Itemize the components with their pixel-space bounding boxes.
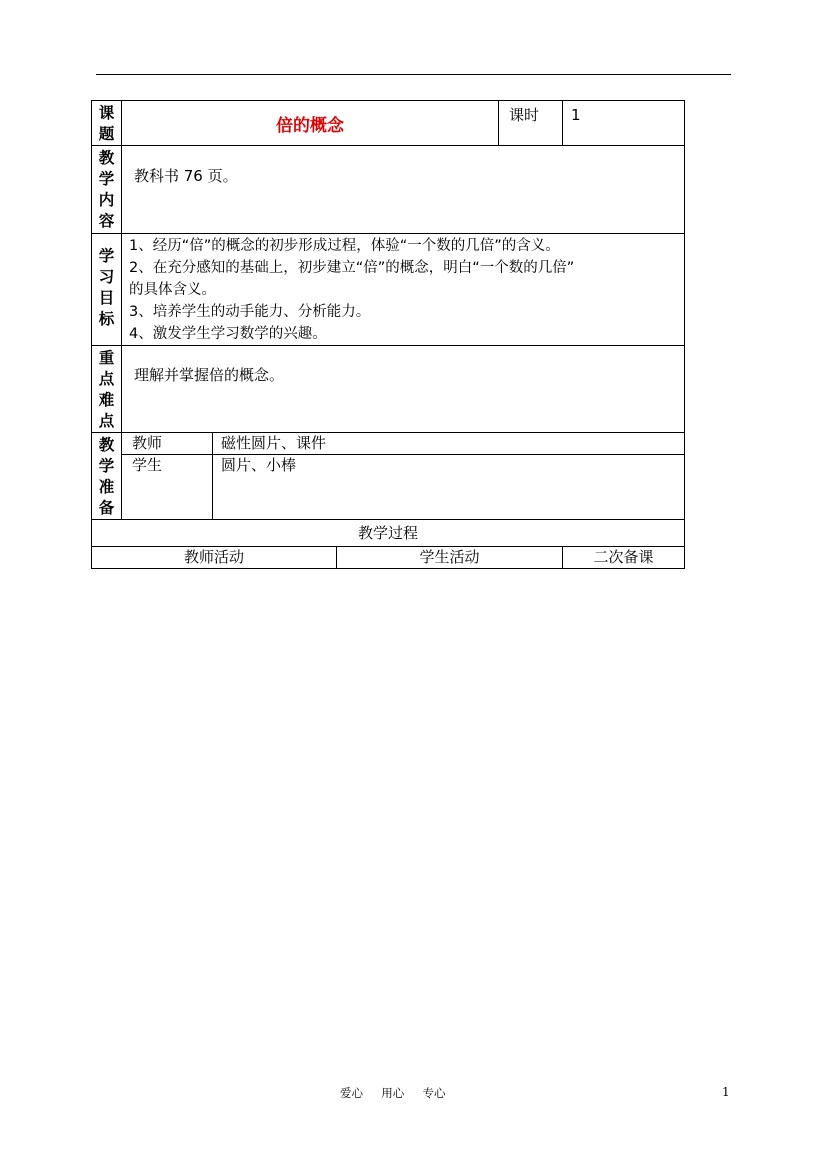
header-rule: [96, 74, 731, 75]
page-number: 1: [722, 1085, 730, 1099]
goal-line: 2、在充分感知的基础上，初步建立“倍”的概念，明白“一个数的几倍”: [129, 260, 575, 276]
keypoints-label: 重 点 难 点: [92, 346, 122, 433]
period-value: 1: [563, 101, 685, 146]
teaching-content: 教科书 76 页。: [122, 146, 685, 234]
goal-line: 4、激发学生学习数学的兴趣。: [129, 326, 327, 342]
process-columns-row: [92, 547, 685, 569]
prep-student-row: [92, 455, 685, 520]
content-row: [92, 146, 685, 234]
prep-label: 教 学 准 备: [92, 433, 122, 520]
goals-label: 学 习 目 标: [92, 234, 122, 346]
key-difficult-points: 理解并掌握倍的概念。: [122, 346, 685, 433]
prep-teacher-row: [92, 433, 685, 455]
content-label: 教 学 内 容: [92, 146, 122, 234]
goal-line: 1、经历“倍”的概念的初步形成过程，体验“一个数的几倍”的含义。: [129, 238, 560, 254]
prep-student-items: 圆片、小棒: [213, 455, 685, 520]
prep-student-label: 学生: [122, 455, 213, 520]
topic-label: 课 题: [92, 101, 122, 146]
footer-motto: 爱心 用心 专心: [340, 1086, 446, 1100]
goal-line: 的具体含义。: [129, 282, 216, 298]
lesson-plan-table: [91, 100, 685, 569]
prep-teacher-items: 磁性圆片、课件: [213, 433, 685, 455]
prep-teacher-label: 教师: [122, 433, 213, 455]
teacher-activity-header: 教师活动: [92, 547, 337, 569]
lesson-title: 倍的概念: [122, 101, 499, 146]
topic-row: [92, 101, 685, 146]
learning-goals: [122, 234, 685, 346]
keypoints-row: [92, 346, 685, 433]
period-label: 课时: [499, 101, 563, 146]
goals-row: [92, 234, 685, 346]
second-prep-header: 二次备课: [563, 547, 685, 569]
goal-line: 3、培养学生的动手能力、分析能力。: [129, 304, 371, 320]
process-heading: 教学过程: [92, 520, 685, 547]
student-activity-header: 学生活动: [337, 547, 563, 569]
process-row: [92, 520, 685, 547]
